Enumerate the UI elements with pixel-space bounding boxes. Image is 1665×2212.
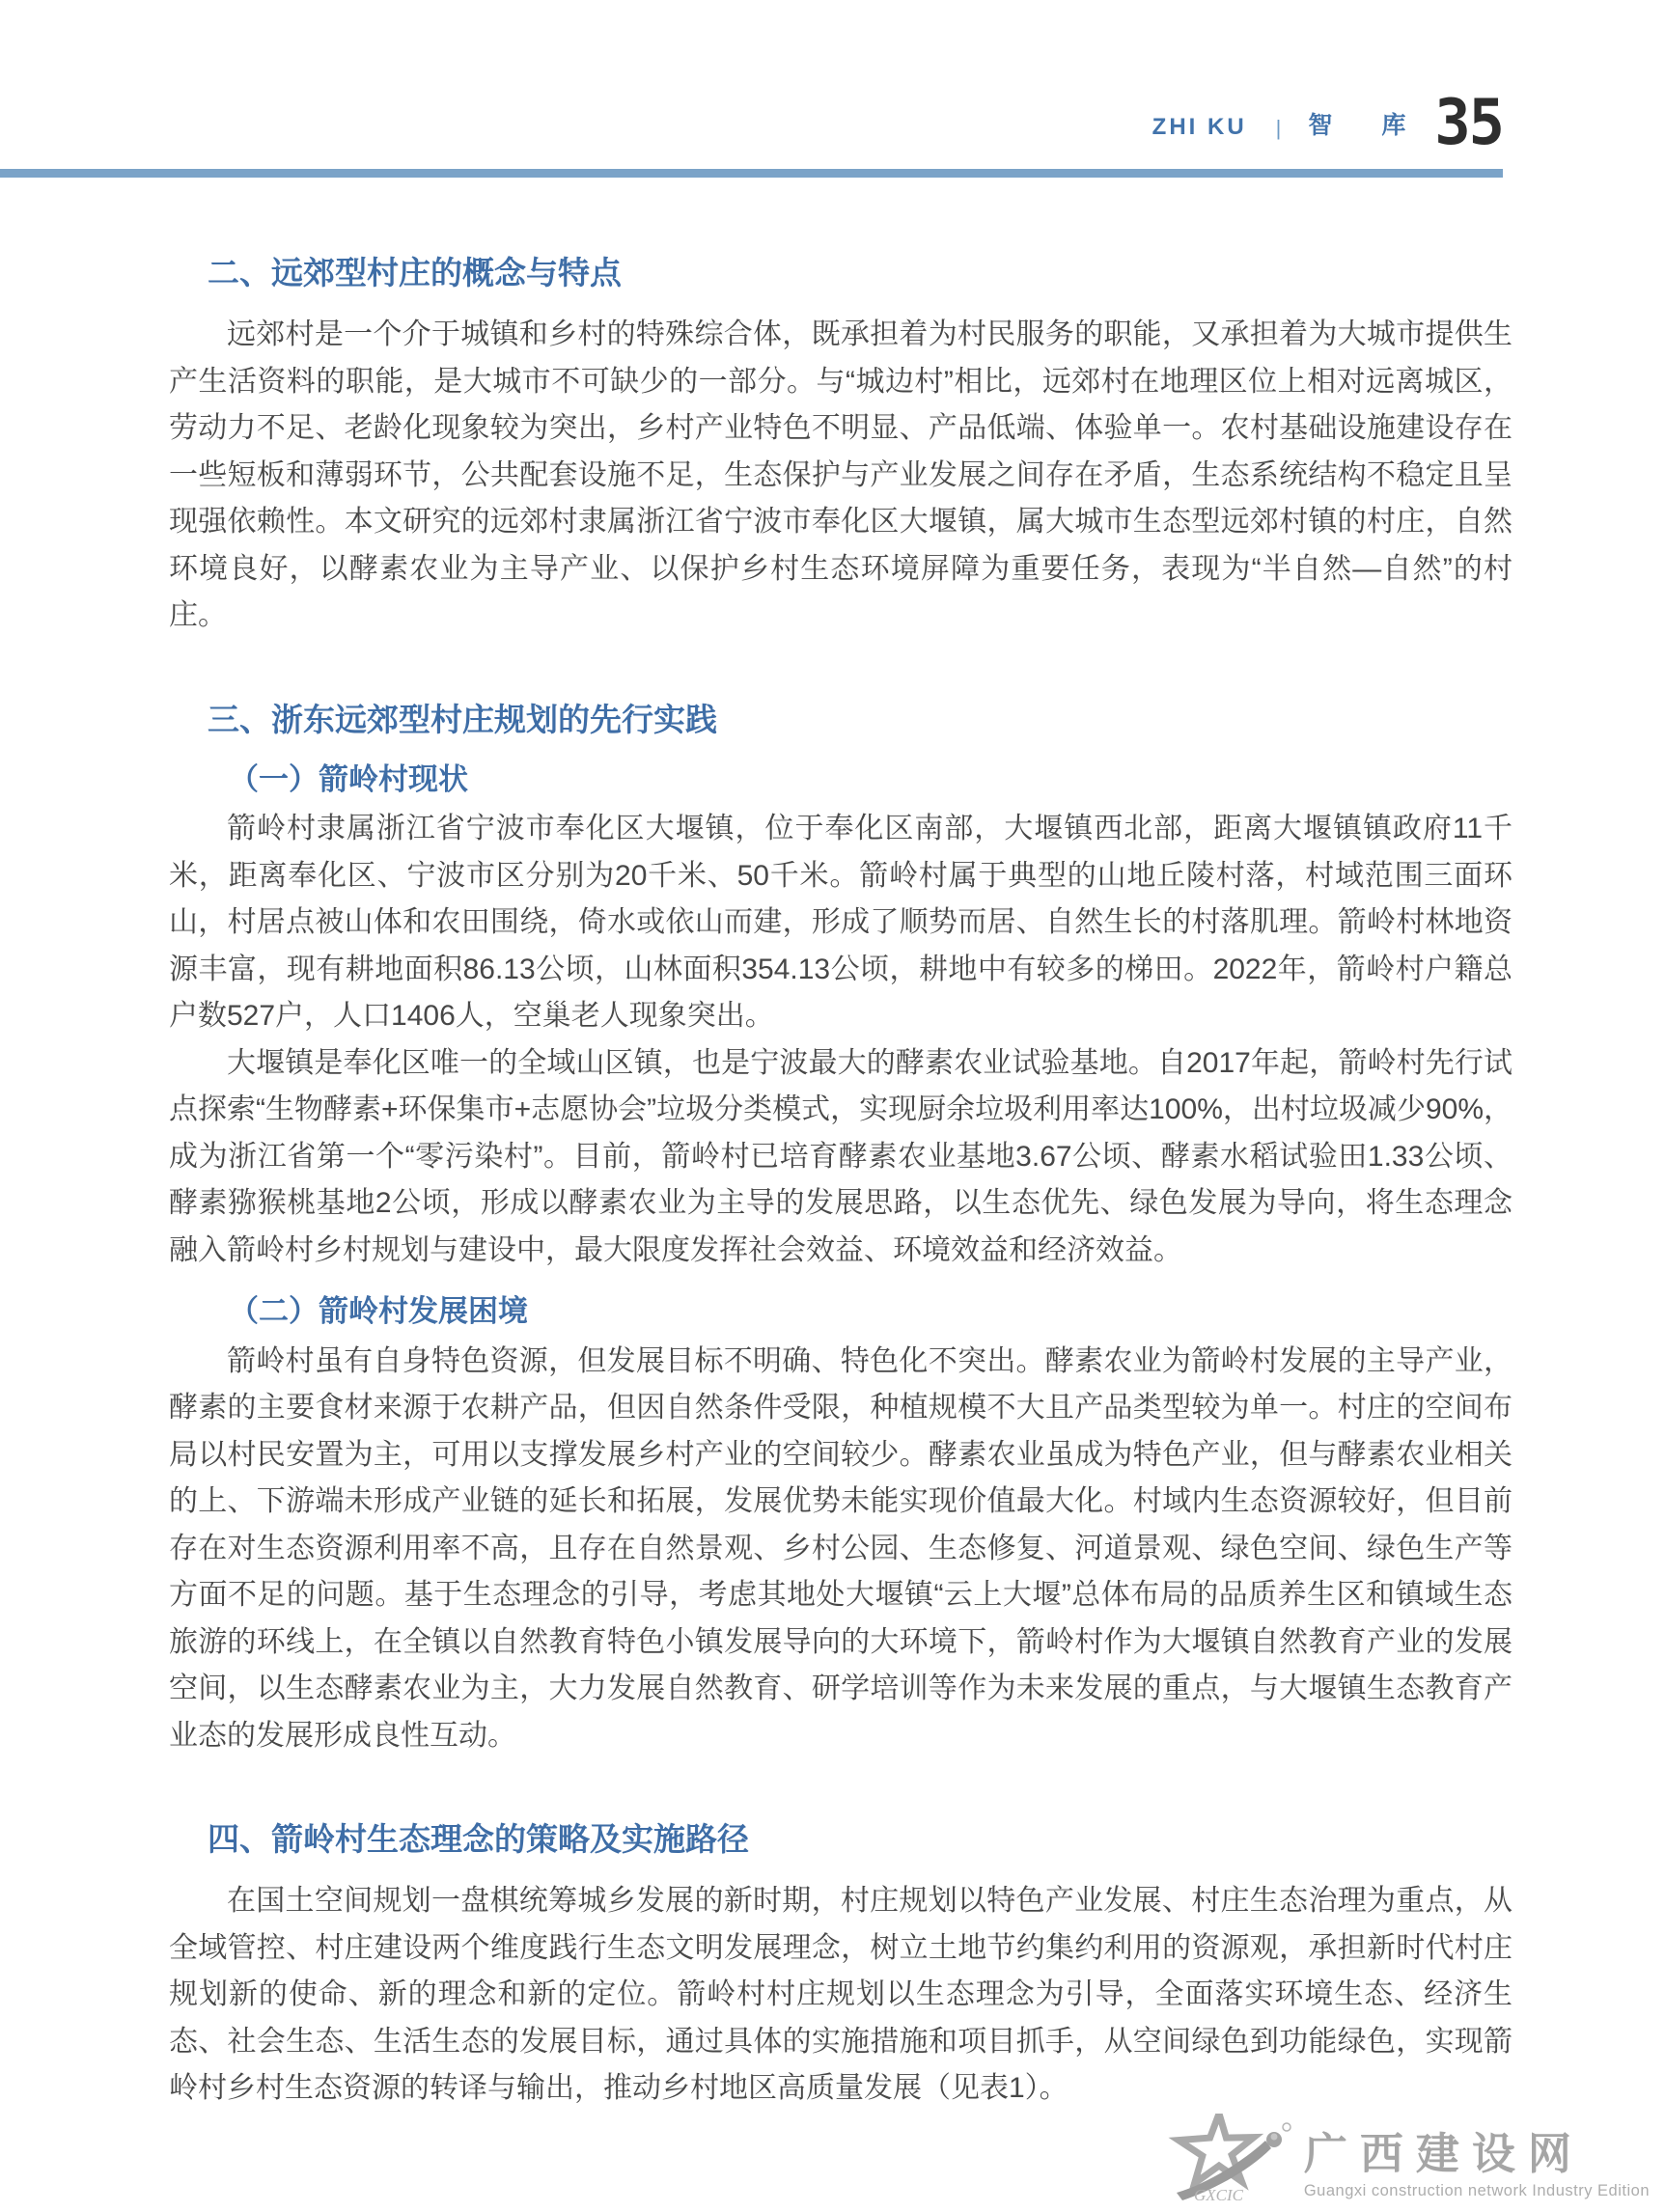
section-heading-4: 四、箭岭村生态理念的策略及实施路径: [208, 1821, 749, 1858]
header-separator: |: [1275, 116, 1282, 140]
header-row: [0, 0, 1665, 159]
subsection-heading-3-2: （二）箭岭村发展困境: [229, 1294, 528, 1329]
paragraph-section3-1a: 箭岭村隶属浙江省宁波市奉化区大堰镇，位于奉化区南部，大堰镇西北部，距离大堰镇镇政府11千米，距离奉化区、宁波市区分别为20千米、50千米。箭岭村属于典型的山地丘陵村落，村域范围三面环山，村居点被山体和农田围绕，倚水或依山而建，形成了顺势而居、自然生长的村落肌理。箭岭村林地资源丰富，现有耕地面积86.13公顷，山林面积354.13公顷，耕地中有较多的梯田。2022年，箭岭村户籍总户数527户，人口1406人，空巢老人现象突出。: [169, 813, 1512, 1033]
paragraph-section4: 在国土空间规划一盘棋统筹城乡发展的新时期，村庄规划以特色产业发展、村庄生态治理为重点，从全域管控、村庄建设两个维度践行生态文明发展理念，树立土地节约集约利用的资源观，承担新时代村庄规划新的使命、新的理念和新的定位。箭岭村村庄规划以生态理念为引导，全面落实环境生态、经济生态、社会生态、生活生态的发展目标，通过具体的实施措施和项目抓手，从空间绿色到功能绿色，实现箭岭村乡村生态资源的转译与输出，推动乡村地区高质量发展（见表1）。: [169, 1885, 1512, 2105]
paragraph-section3-1b: 大堰镇是奉化区唯一的全域山区镇，也是宁波最大的酵素农业试验基地。自2017年起，箭岭村先行试点探索“生物酵素+环保集市+志愿协会”垃圾分类模式，实现厨余垃圾利用率达100%，出村垃圾减少90%，成为浙江省第一个“零污染村”。目前，箭岭村已培育酵素农业基地3.67公顷、酵素水稻试验田1.33公顷、酵素猕猴桃基地2公顷，形成以酵素农业为主导的发展思路，以生态优先、绿色发展为导向，将生态理念融入箭岭村乡村规划与建设中，最大限度发挥社会效益、环境效益和经济效益。: [169, 1046, 1512, 1266]
paragraph-section3-2: 箭岭村虽有自身特色资源，但发展目标不明确、特色化不突出。酵素农业为箭岭村发展的主导产业，酵素的主要食材来源于农耕产品，但因自然条件受限，种植规模不大且产品类型较为单一。村庄的空间布局以村民安置为主，可用以支撑发展乡村产业的空间较少。酵素农业虽成为特色产业，但与酵素农业相关的上、下游端未形成产业链的延长和拓展，发展优势未能实现价值最大化。村域内生态资源较好，但目前存在对生态资源利用率不高，且存在自然景观、乡村公园、生态修复、河道景观、绿色空间、绿色生产等方面不足的问题。基于生态理念的引导，考虑其地处大堰镇“云上大堰”总体布局的品质养生区和镇域生态旅游的环线上，在全镇以自然教育特色小镇发展导向的大环境下，箭岭村作为大堰镇自然教育产业的发展空间，以生态酵素农业为主，大力发展自然教育、研学培训等作为未来发展的重点，与大堰镇生态教育产业态的发展形成良性互动。: [169, 1344, 1512, 1752]
section-heading-3: 三、浙东远郊型村庄规划的先行实践: [208, 701, 717, 737]
publisher-logo: [1165, 2114, 1650, 2202]
page-number: 35: [1434, 85, 1503, 159]
journal-name-en: ZHI KU: [1152, 114, 1247, 140]
paragraph-section2: 远郊村是一个介于城镇和乡村的特殊综合体，既承担着为村民服务的职能，又承担着为大城市提供生产生活资料的职能，是大城市不可缺少的一部分。与“城边村”相比，远郊村在地理区位上相对远离城区，劳动力不足、老龄化现象较为突出，乡村产业特色不明显、产品低端、体验单一。农村基础设施建设存在一些短板和薄弱环节，公共配套设施不足，生态保护与产业发展之间存在矛盾，生态系统结构不稳定且呈现强依赖性。本文研究的远郊村隶属浙江省宁波市奉化区大堰镇，属大城市生态型远郊村镇的村庄，自然环境良好，以酵素农业为主导产业、以保护乡村生态环境屏障为重要任务，表现为“半自然—自然”的村庄。: [169, 318, 1512, 632]
logo-acronym-text: GXCIC: [1193, 2186, 1243, 2202]
article-body: [169, 179, 1512, 2113]
site-tagline: Guangxi construction network Industry Edition: [1303, 2182, 1650, 2199]
header-rule: [0, 169, 1503, 178]
page-header: [0, 0, 1665, 178]
logo-text-block: [1304, 2131, 1650, 2203]
section-heading-2: 二、远郊型村庄的概念与特点: [208, 255, 622, 290]
star-logo-icon: [1165, 2114, 1292, 2202]
subsection-heading-3-1: （一）箭岭村现状: [229, 761, 468, 796]
journal-name-cn: 智 库: [1308, 112, 1428, 139]
site-name: 广西建设网: [1303, 2129, 1584, 2178]
